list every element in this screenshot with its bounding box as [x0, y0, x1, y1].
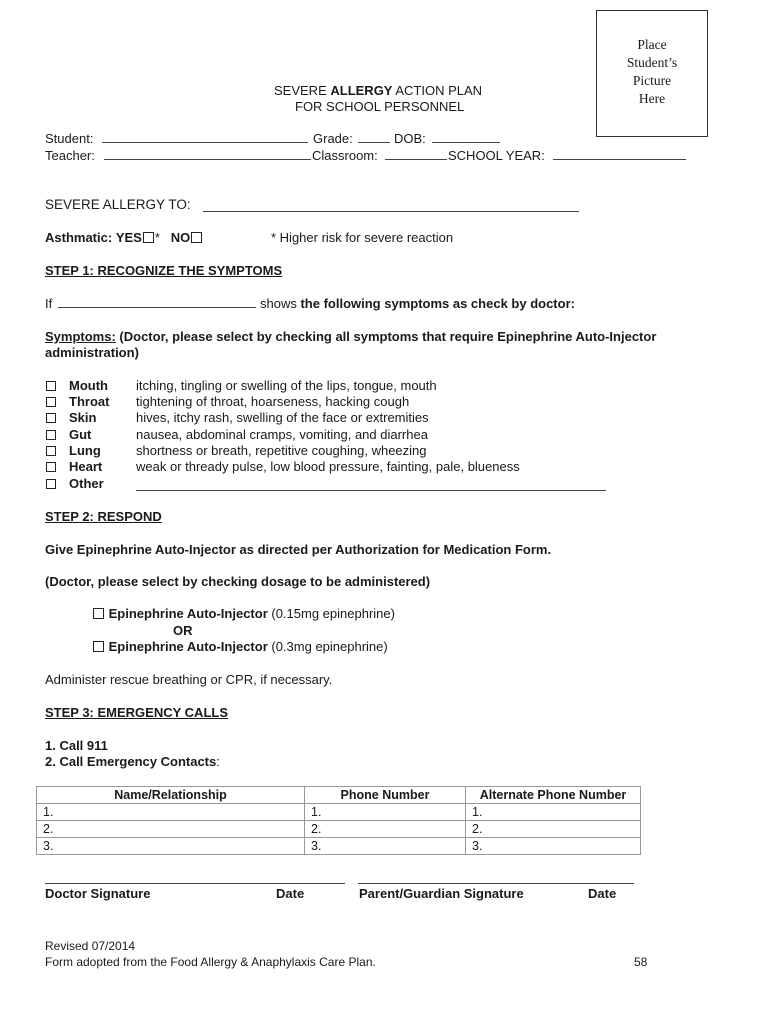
table-cell[interactable]: 1. — [37, 804, 305, 821]
dosage-option-name: Epinephrine Auto-Injector — [108, 606, 268, 621]
step1-heading: STEP 1: RECOGNIZE THE SYMPTOMS — [45, 263, 283, 278]
symptom-name: Other — [69, 476, 104, 491]
step2-heading: STEP 2: RESPOND — [45, 509, 162, 524]
column-header: Name/Relationship — [37, 787, 305, 804]
dosage-checkbox-03[interactable] — [93, 641, 104, 652]
rescue-instruction: Administer rescue breathing or CPR, if necessary. — [45, 672, 333, 687]
table-header-row — [37, 787, 641, 804]
table-cell[interactable]: 3. — [305, 838, 466, 855]
call-911: 1. Call 911 — [45, 738, 108, 753]
symptom-name: Throat — [69, 394, 110, 409]
table-row — [37, 838, 641, 855]
table-cell[interactable]: 2. — [466, 821, 641, 838]
photo-placeholder-line: Picture — [632, 73, 672, 88]
symptom-checkbox[interactable] — [46, 413, 56, 423]
table-cell[interactable]: 2. — [37, 821, 305, 838]
dosage-checkbox-015[interactable] — [93, 608, 104, 619]
symptom-checkbox[interactable] — [46, 462, 56, 472]
symptoms-instruction — [45, 329, 656, 344]
symptom-description: itching, tingling or swelling of the lips, tongue, mouth — [136, 378, 437, 393]
if-suffix-bold: the following symptoms as check by doctor: — [300, 296, 575, 311]
asthmatic-no-label: NO — [170, 230, 191, 245]
symptom-checkbox[interactable] — [46, 430, 56, 440]
symptom-checkbox[interactable] — [46, 479, 56, 489]
symptom-checkbox[interactable] — [46, 446, 56, 456]
severe-allergy-field[interactable] — [203, 200, 579, 212]
photo-placeholder-line: Here — [638, 91, 666, 106]
if-suffix-lead: shows — [260, 296, 301, 311]
table-cell[interactable]: 2. — [305, 821, 466, 838]
teacher-field[interactable] — [104, 148, 311, 160]
page-number: 58 — [634, 955, 648, 969]
student-label: Student: — [45, 131, 94, 146]
dosage-option-dose: (0.15mg epinephrine) — [267, 606, 395, 621]
form-source: Form adopted from the Food Allergy & Anaphylaxis Care Plan. — [45, 955, 376, 969]
photo-placeholder-line: Place — [637, 37, 667, 52]
parent-date-label: Date — [588, 886, 617, 901]
table-row — [37, 821, 641, 838]
severe-allergy-label: SEVERE ALLERGY TO: — [45, 197, 191, 212]
school-year-label: SCHOOL YEAR: — [448, 148, 545, 163]
symptom-name: Mouth — [69, 378, 108, 393]
dosage-option-name: Epinephrine Auto-Injector — [108, 639, 268, 654]
page-subtitle: FOR SCHOOL PERSONNEL — [295, 99, 465, 114]
if-suffix — [260, 296, 575, 311]
dosage-option-dose: (0.3mg epinephrine) — [267, 639, 388, 654]
asthmatic-yes-star: * — [154, 230, 160, 245]
other-symptom-field[interactable] — [136, 479, 606, 491]
dosage-option-015 — [92, 606, 395, 621]
if-student-field[interactable] — [58, 296, 256, 308]
symptom-checkbox[interactable] — [46, 397, 56, 407]
table-row — [37, 804, 641, 821]
doctor-date-label: Date — [276, 886, 305, 901]
step2-instruction: Give Epinephrine Auto-Injector as directed per Authorization for Medication Form. — [45, 542, 552, 557]
title-bold: ALLERGY — [330, 83, 393, 98]
symptom-description: weak or thready pulse, low blood pressure, fainting, pale, blueness — [136, 459, 520, 474]
or-label: OR — [173, 623, 193, 638]
doctor-signature-label: Doctor Signature — [45, 886, 151, 901]
symptom-description: hives, itchy rash, swelling of the face or extremities — [136, 410, 429, 425]
page-title — [274, 83, 482, 98]
call-emergency-label: 2. Call Emergency Contacts — [45, 754, 217, 769]
dosage-option-03 — [92, 639, 388, 654]
symptom-checkbox[interactable] — [46, 381, 56, 391]
dosage-instruction: (Doctor, please select by checking dosage to be administered) — [45, 574, 431, 589]
photo-placeholder-line: Student’s — [626, 55, 678, 70]
student-field[interactable] — [102, 131, 308, 143]
classroom-label: Classroom: — [312, 148, 378, 163]
table-cell[interactable]: 3. — [37, 838, 305, 855]
symptom-description: shortness or breath, repetitive coughing, wheezing — [136, 443, 427, 458]
step3-heading: STEP 3: EMERGENCY CALLS — [45, 705, 228, 720]
asthmatic-no-checkbox[interactable] — [191, 232, 202, 243]
symptom-name: Heart — [69, 459, 103, 474]
teacher-label: Teacher: — [45, 148, 95, 163]
table-cell[interactable]: 1. — [305, 804, 466, 821]
asthmatic-yes-checkbox[interactable] — [143, 232, 154, 243]
symptom-name: Lung — [69, 443, 101, 458]
symptom-name: Gut — [69, 427, 92, 442]
table-cell[interactable]: 1. — [466, 804, 641, 821]
symptom-description: nausea, abdominal cramps, vomiting, and diarrhea — [136, 427, 428, 442]
parent-signature-label: Parent/Guardian Signature — [359, 886, 524, 901]
symptoms-instruction-text: (Doctor, please select by checking all symptoms that require Epinephrine Auto-Injector — [115, 329, 657, 344]
title-suffix: ACTION PLAN — [392, 83, 483, 98]
asthmatic-yes-label: YES — [115, 230, 142, 245]
dob-label: DOB: — [394, 131, 426, 146]
call-emergency-contacts — [45, 754, 220, 769]
doctor-signature-line[interactable] — [45, 883, 345, 884]
grade-field[interactable] — [358, 131, 390, 143]
table-cell[interactable]: 3. — [466, 838, 641, 855]
revised-date: Revised 07/2014 — [45, 939, 136, 953]
symptom-description: tightening of throat, hoarseness, hacking cough — [136, 394, 410, 409]
title-prefix: SEVERE — [274, 83, 331, 98]
school-year-field[interactable] — [553, 148, 686, 160]
dob-field[interactable] — [432, 131, 500, 143]
column-header: Phone Number — [305, 787, 466, 804]
grade-label: Grade: — [313, 131, 353, 146]
asthmatic-label: Asthmatic: — [45, 230, 113, 245]
parent-signature-line[interactable] — [358, 883, 634, 884]
student-photo-placeholder — [596, 10, 708, 137]
classroom-field[interactable] — [385, 148, 447, 160]
emergency-contacts-table — [36, 786, 641, 855]
column-header: Alternate Phone Number — [466, 787, 641, 804]
if-label: If — [45, 296, 53, 311]
call-emergency-tail: : — [216, 754, 220, 769]
asthmatic-note: * Higher risk for severe reaction — [271, 230, 454, 245]
symptom-name: Skin — [69, 410, 97, 425]
symptoms-label: Symptoms: — [45, 329, 116, 344]
symptoms-instruction-cont: administration) — [45, 345, 139, 360]
asthmatic-row — [45, 230, 203, 245]
